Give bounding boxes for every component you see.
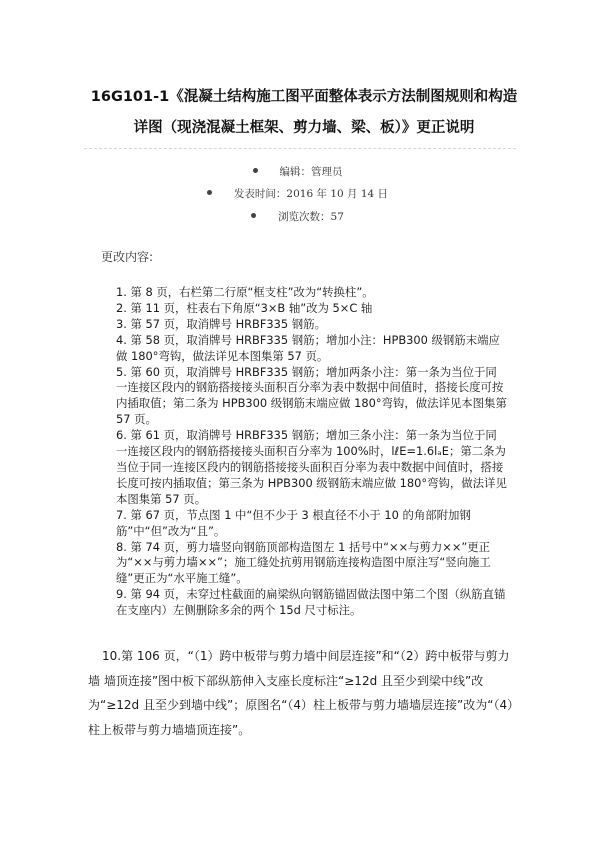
section-label: 更改内容: <box>101 250 154 264</box>
correction-item: 3. 第 57 页，取消牌号 HRBF335 钢筋。 <box>116 316 326 331</box>
meta-editor-row <box>0 164 595 179</box>
correction-item: 7. 第 67 页，节点图 1 中“但不少于 3 根直径不小于 10 的角部附加钢筋”中“但”改为“且”。 <box>116 507 471 538</box>
correction-item: 2. 第 11 页，柱表右下角原“3×B 轴”改为 5×C 轴 <box>116 300 373 315</box>
title-divider <box>84 148 516 149</box>
bullet-dot-icon <box>207 190 212 195</box>
bullet-dot-icon <box>251 213 256 218</box>
correction-item: 4. 第 58 页，取消牌号 HRBF335 钢筋；增加小注：HPB300 级钢筋末端应做 180°弯钩，做法详见本图集第 57 页。 <box>116 332 500 363</box>
article-title: 16G101-1《混凝土结构施工图平面整体表示方法制图规则和构造详图（现浇混凝土框架、剪力墙、梁、板）》更正说明 <box>90 89 518 136</box>
meta-views: 浏览次数：57 <box>278 211 344 223</box>
meta-published-row <box>0 186 595 201</box>
correction-item-10: 10.第 106 页，“（1）跨中板带与剪力墙中间层连接”和“（2）跨中板带与剪力墙 墙顶连接”图中板下部纵筋伸入支座长度标注“≥12d 且至少到梁中线”改为“≥12d 且至少到墙中线”；原图名“（4）柱上板带与剪力墙墙层连接”改为“（4）柱上板带与剪力墙墙顶连接”。 <box>88 649 520 737</box>
correction-item: 5. 第 60 页，取消牌号 HRBF335 钢筋；增加两条小注：第一条为当位于同一连接区段内的钢筋搭接接头面积百分率为表中数据中间值时，搭接长度可按内插取值；第二条为 HPB300 级钢筋末端应做 180°弯钩，做法详见本图集第 57 页。 <box>116 364 507 427</box>
correction-item: 6. 第 61 页，取消牌号 HRBF335 钢筋；增加三条小注：第一条为当位于同一连接区段内的钢筋搭接接头面积百分率为 100%时，lℓE=1.6lₐE；第二条为当位于同一连接区段内的钢筋搭接接头面积百分率为表中数据中间值时，搭接长度可按内插取值；第三条为 HPB300 级钢筋末端应做 180°弯钩，做法详见本图集第 57 页。 <box>116 428 507 506</box>
meta-views-row <box>0 209 595 224</box>
correction-list <box>116 285 508 619</box>
correction-item: 9. 第 94 页，未穿过柱截面的扁梁纵向钢筋锚固做法图中第二个图（纵筋直锚在支座内）左侧删除多余的两个 15d 尺寸标注。 <box>116 587 506 618</box>
correction-item: 8. 第 74 页，剪力墙竖向钢筋顶部构造图左 1 括号中“××与剪力××”更正为“××与剪力墙××”；施工缝处抗剪用钢筋连接构造图中原注写“竖向施工缝”更正为“水平施工缝”。 <box>116 539 491 586</box>
bullet-dot-icon <box>253 168 258 173</box>
meta-published: 发表时间：2016 年 10 月 14 日 <box>233 188 389 200</box>
correction-item: 1. 第 8 页，右栏第二行原“框支柱”改为“转换柱”。 <box>116 285 374 299</box>
meta-editor: 编辑：管理员 <box>279 166 343 178</box>
